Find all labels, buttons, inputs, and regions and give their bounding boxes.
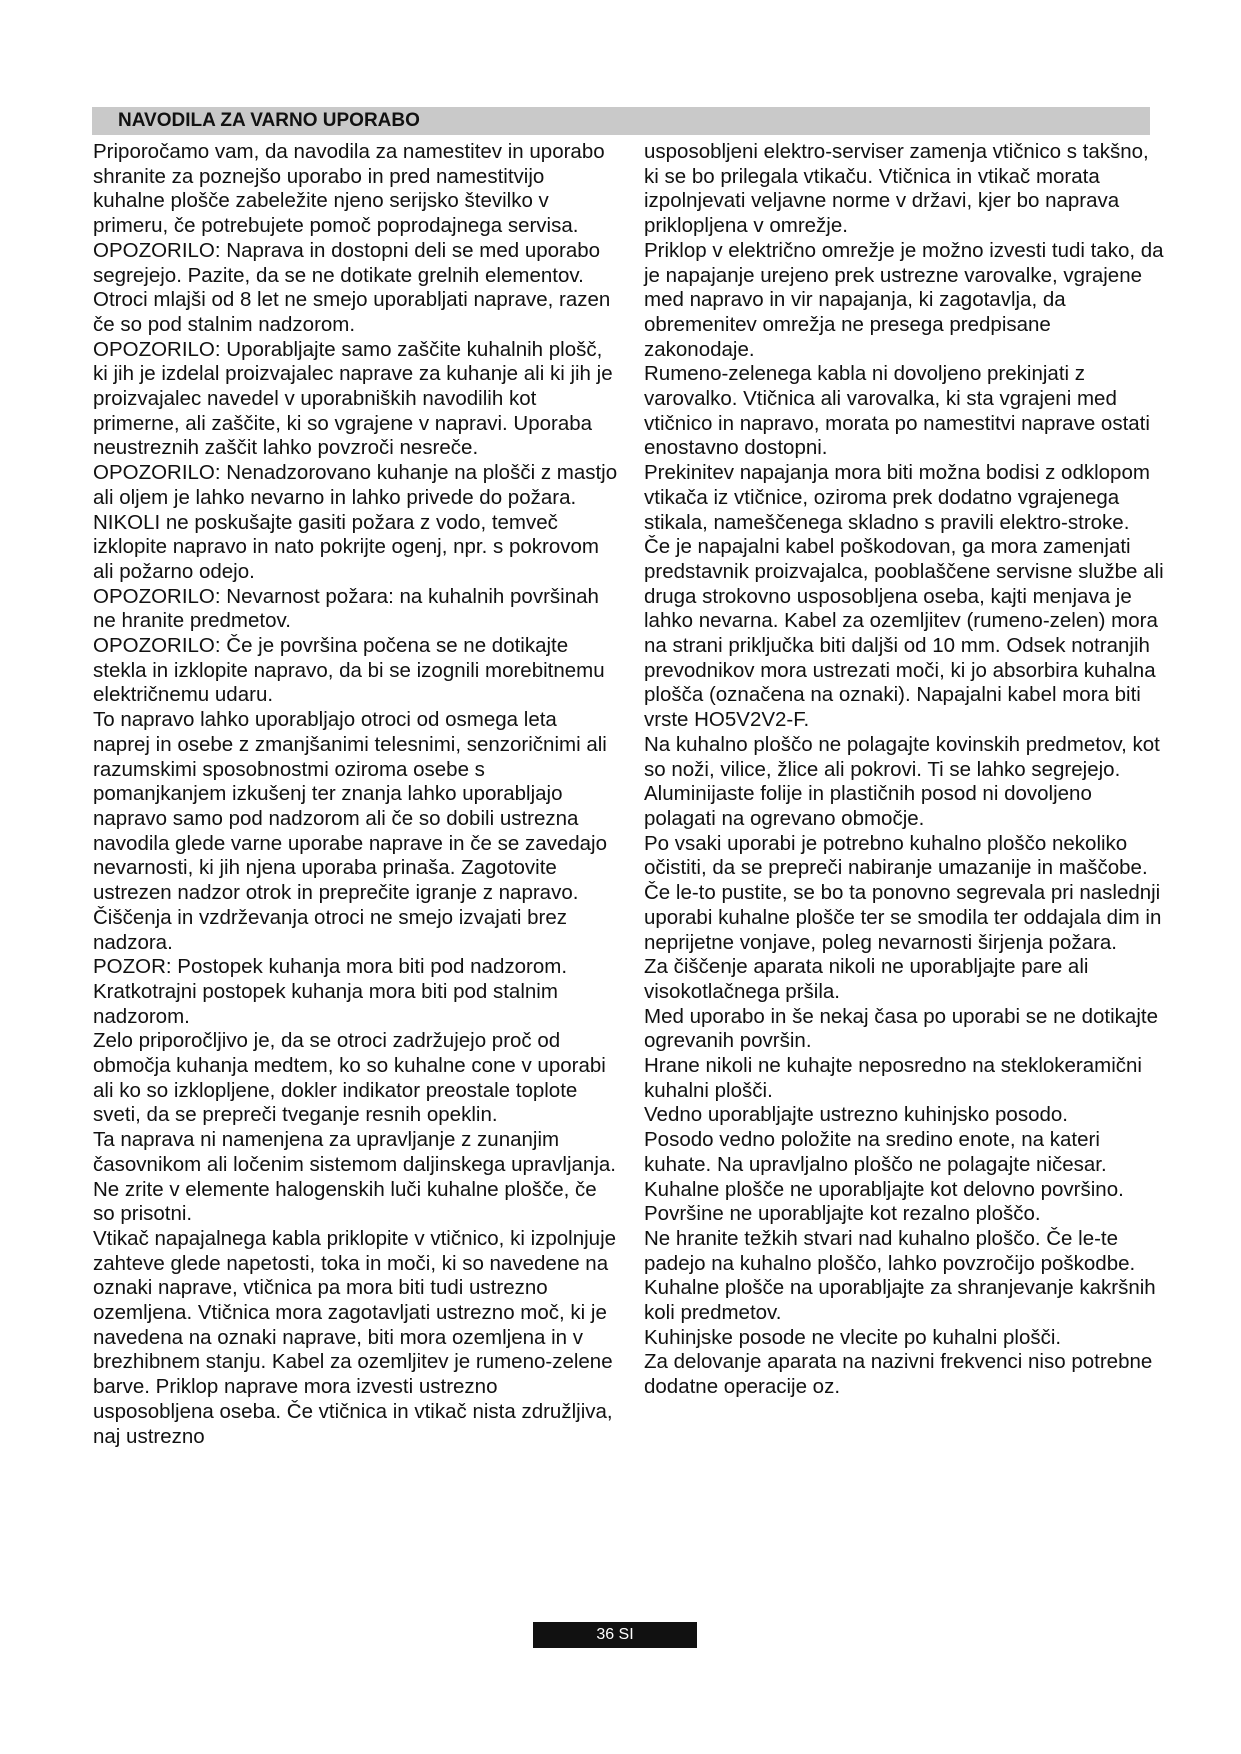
paragraph: Vtikač napajalnega kabla priklopite v vtičnico, ki izpolnjuje zahteve glede napetosti, toka in moči, ki so navedene na oznaki naprave, vtičnica pa mora biti tudi ustrezno ozemljena. Vtičnica mora zagotavljati ustrezno moč, ki je navedena na oznaki naprave, biti mora ozemljena in v brezhibnem stanju. Kabel za ozemljitev je rumeno-zelene barve. Priklop naprave mora izvesti ustrezno usposobljena oseba. Če vtičnica in vtikač nista združljiva, naj ustrezno	[93, 1226, 617, 1448]
paragraph: Kuhalne plošče na uporabljajte za shranjevanje kakršnih koli predmetov.	[644, 1276, 1156, 1325]
page-number-badge	[533, 1622, 697, 1648]
right-column	[644, 140, 1164, 1400]
paragraph: Ta naprava ni namenjena za upravljanje z zunanjim časovnikom ali ločenim sistemom daljinskega upravljanja.	[93, 1128, 616, 1176]
section-title-bar	[92, 107, 1150, 135]
paragraph: Posodo vedno položite na sredino enote, na kateri kuhate. Na upravljalno ploščo ne polagajte ničesar.	[644, 1128, 1107, 1176]
paragraph: Za čiščenje aparata nikoli ne uporabljajte pare ali visokotlačnega pršila.	[644, 955, 1089, 1003]
paragraph: Po vsaki uporabi je potrebno kuhalno ploščo nekoliko očistiti, da se prepreči nabiranje umazanije in maščobe. Če le-to pustite, se bo ta ponovno segrevala pri naslednji uporabi kuhalne plošče ter se smodila ter oddajala dim in neprijetne vonjave, poleg nevarnosti širjenja požara.	[644, 831, 1162, 954]
paragraph: OPOZORILO: Uporabljajte samo zaščite kuhalnih plošč, ki jih je izdelal proizvajalec naprave za kuhanje ali ki jih je proizvajalec navedel v uporabniških navodilih kot primerne, ali zaščite, ki so vgrajene v napravi. Uporaba neustreznih zaščit lahko povzroči nesreče.	[93, 337, 613, 460]
paragraph: Površine ne uporabljajte kot rezalno ploščo.	[644, 1202, 1041, 1226]
paragraph: OPOZORILO: Nevarnost požara: na kuhalnih površinah ne hranite predmetov.	[93, 584, 599, 633]
paragraph: OPOZORILO: Nenadzorovano kuhanje na plošči z mastjo ali oljem je lahko nevarno in lahko privede do požara. NIKOLI ne poskušajte gasiti požara z vodo, temveč izklopite napravo in nato pokrijte ogenj, npr. s pokrovom ali požarno odejo.	[93, 461, 618, 583]
paragraph: Priporočamo vam, da navodila za namestitev in uporabo shranite za poznejšo uporabo in pred namestitvijo kuhalne plošče zabeležite njeno serijsko številko v primeru, če potrebujete pomoč poprodajnega servisa.	[93, 140, 605, 238]
paragraph: To napravo lahko uporabljajo otroci od osmega leta naprej in osebe z zmanjšanimi telesnimi, senzoričnimi ali razumskimi sposobnostmi oziroma osebe s pomanjkanjem izkušenj ter znanja lahko uporabljajo napravo samo pod nadzorom ali če so dobili ustrezna navodila glede varne uporabe naprave in če se zavedajo nevarnosti, ki jih njena uporaba prinaša. Zagotovite ustrezen nadzor otrok in preprečite igranje z napravo. Čiščenja in vzdrževanja otroci ne smejo izvajati brez nadzora.	[93, 708, 608, 954]
paragraph: Hrane nikoli ne kuhajte neposredno na steklokeramični kuhalni plošči.	[644, 1054, 1142, 1102]
paragraph: Aluminijaste folije in plastičnih posod ni dovoljeno polagati na ogrevano območje.	[644, 782, 1092, 830]
paragraph: Kuhinjske posode ne vlecite po kuhalni plošči.	[644, 1325, 1062, 1349]
paragraph: OPOZORILO: Če je površina počena se ne dotikajte stekla in izklopite napravo, da bi se izognili morebitnemu električnemu udaru.	[93, 634, 605, 707]
paragraph: Ne zrite v elemente halogenskih luči kuhalne plošče, če so prisotni.	[93, 1177, 597, 1226]
paragraph: Če je napajalni kabel poškodovan, ga mora zamenjati predstavnik proizvajalca, pooblaščene servisne službe ali druga strokovno usposobljena oseba, kajti menjava je lahko nevarna. Kabel za ozemljitev (rumeno-zelen) mora na strani priključka biti daljši od 10 mm. Odsek notranjih prevodnikov mora ustrezati moči, ki jo absorbira kuhalna plošča (označena na oznaki). Napajalni kabel mora biti vrste HO5V2V2-F.	[644, 535, 1164, 732]
paragraph: Na kuhalno ploščo ne polagajte kovinskih predmetov, kot so noži, vilice, žlice ali pokrovi. Ti se lahko segrejejo.	[644, 732, 1160, 781]
paragraph: Zelo priporočljivo je, da se otroci zadržujejo proč od območja kuhanja medtem, ko so kuhalne cone v uporabi ali ko so izklopljene, dokler indikator preostale toplote sveti, da se prepreči tveganje resnih opeklin.	[93, 1029, 606, 1127]
paragraph: POZOR: Postopek kuhanja mora biti pod nadzorom. Kratkotrajni postopek kuhanja mora biti pod stalnim nadzorom.	[93, 955, 568, 1028]
paragraph: Ne hranite težkih stvari nad kuhalno ploščo. Če le-te padejo na kuhalno ploščo, lahko povzročijo poškodbe.	[644, 1226, 1136, 1275]
paragraph: Prekinitev napajanja mora biti možna bodisi z odklopom vtikača iz vtičnice, oziroma prek dodatno vgrajenega stikala, nameščenega skladno s pravili elektro-stroke.	[644, 461, 1150, 534]
paragraph: Med uporabo in še nekaj časa po uporabi se ne dotikajte ogrevanih površin.	[644, 1004, 1158, 1053]
paragraph: OPOZORILO: Naprava in dostopni deli se med uporabo segrejejo. Pazite, da se ne dotikate grelnih elementov. Otroci mlajši od 8 let ne smejo uporabljati naprave, razen če so pod stalnim nadzorom.	[93, 238, 611, 336]
page-number: 36 SI	[596, 1626, 634, 1643]
section-title: NAVODILA ZA VARNO UPORABO	[118, 110, 420, 131]
paragraph: Priklop v električno omrežje je možno izvesti tudi tako, da je napajanje urejeno prek ustrezne varovalke, vgrajene med napravo in vir napajanja, ki zagotavlja, da obremenitev omrežja ne presega predpisane zakonodaje.	[644, 238, 1164, 361]
paragraph: Za delovanje aparata na nazivni frekvenci niso potrebne dodatne operacije oz.	[644, 1350, 1153, 1399]
paragraph: usposobljeni elektro-serviser zamenja vtičnico s takšno, ki se bo prilegala vtikaču. Vtičnica in vtikač morata izpolnjevati veljavne norme v državi, kjer bo naprava priklopljena v omrežje.	[644, 140, 1149, 238]
left-column	[93, 140, 618, 1449]
paragraph: Vedno uporabljajte ustrezno kuhinjsko posodo.	[644, 1103, 1068, 1127]
paragraph: Kuhalne plošče ne uporabljajte kot delovno površino.	[644, 1177, 1124, 1201]
paragraph: Rumeno-zelenega kabla ni dovoljeno prekinjati z varovalko. Vtičnica ali varovalka, ki sta vgrajeni med vtičnico in napravo, morata po namestitvi naprave ostati enostavno dostopni.	[644, 362, 1150, 460]
